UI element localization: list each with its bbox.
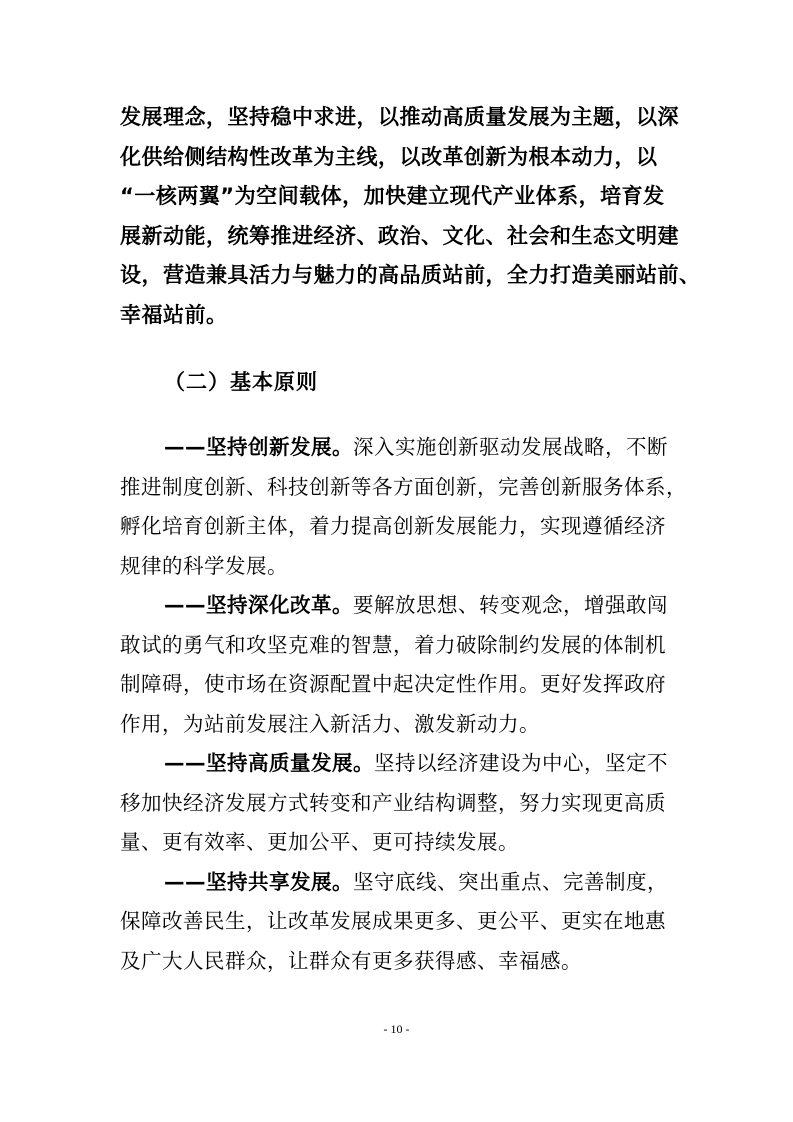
principle-sharing [120,863,700,982]
principle-first-line [120,863,700,903]
principle-text: 要解放思想、转变观念，增强敢闯 [353,593,668,617]
principle-lead: ——坚持深化改革。 [164,593,353,617]
intro-line: 幸福站前。 [120,302,228,327]
principle-quality [120,744,700,863]
principle-text: 规律的科学发展。 [120,553,288,578]
principle-text: 深入实施创新驱动发展战略，不断 [353,435,668,459]
intro-line: 设，营造兼具活力与魅力的高品质站前，全力打造美丽站前、 [120,263,701,287]
principle-text: 移加快经济发展方式转变和产业结构调整，努力实现更高质 [120,790,666,815]
intro-paragraph [120,98,701,335]
principle-text: 敢试的勇气和攻坚克难的智慧，着力破除制约发展的体制机 [120,632,666,657]
principle-lead: ——坚持创新发展。 [164,435,353,459]
principle-lead: ——坚持高质量发展。 [164,751,374,775]
principle-text: 量、更有效率、更加公平、更可持续发展。 [120,830,519,854]
intro-line: 化供给侧结构性改革为主线，以改革创新为根本动力，以 [120,144,658,169]
principle-text: 坚持以经济建设为中心，坚定不 [374,751,668,775]
principle-lead: ——坚持共享发展。 [164,869,353,894]
principle-text: 制障碍，使市场在资源配置中起决定性作用。更好发挥政府 [120,672,666,696]
principle-first-line [120,744,700,784]
principle-innovation [120,428,700,586]
intro-line: 展新动能，统筹推进经济、政治、文化、社会和生态文明建 [120,223,679,248]
intro-line: 发展理念，坚持稳中求进，以推动高质量发展为主题，以深 [120,105,679,129]
principles-list [120,428,700,981]
principle-text: 及广大人民群众，让群众有更多获得感、幸福感。 [120,948,582,973]
principle-text: 作用，为站前发展注入新活力、激发新动力。 [120,711,540,736]
principle-text: 孵化培育创新主体，着力提高创新发展能力，实现遵循经济 [120,514,666,538]
principle-reform [120,586,700,744]
page-number: - 10 - [383,1022,410,1036]
principle-text: 保障改善民生，让改革发展成果更多、更公平、更实在地惠 [120,909,666,933]
principle-first-line [120,428,700,468]
principle-text: 坚守底线、突出重点、完善制度， [353,869,668,894]
principle-first-line [120,586,700,626]
intro-line: “一核两翼”为空间载体，加快建立现代产业体系，培育发 [120,184,665,208]
section-heading: （二）基本原则 [164,370,318,394]
principle-text: 推进制度创新、科技创新等各方面创新，完善创新服务体系， [120,474,687,499]
